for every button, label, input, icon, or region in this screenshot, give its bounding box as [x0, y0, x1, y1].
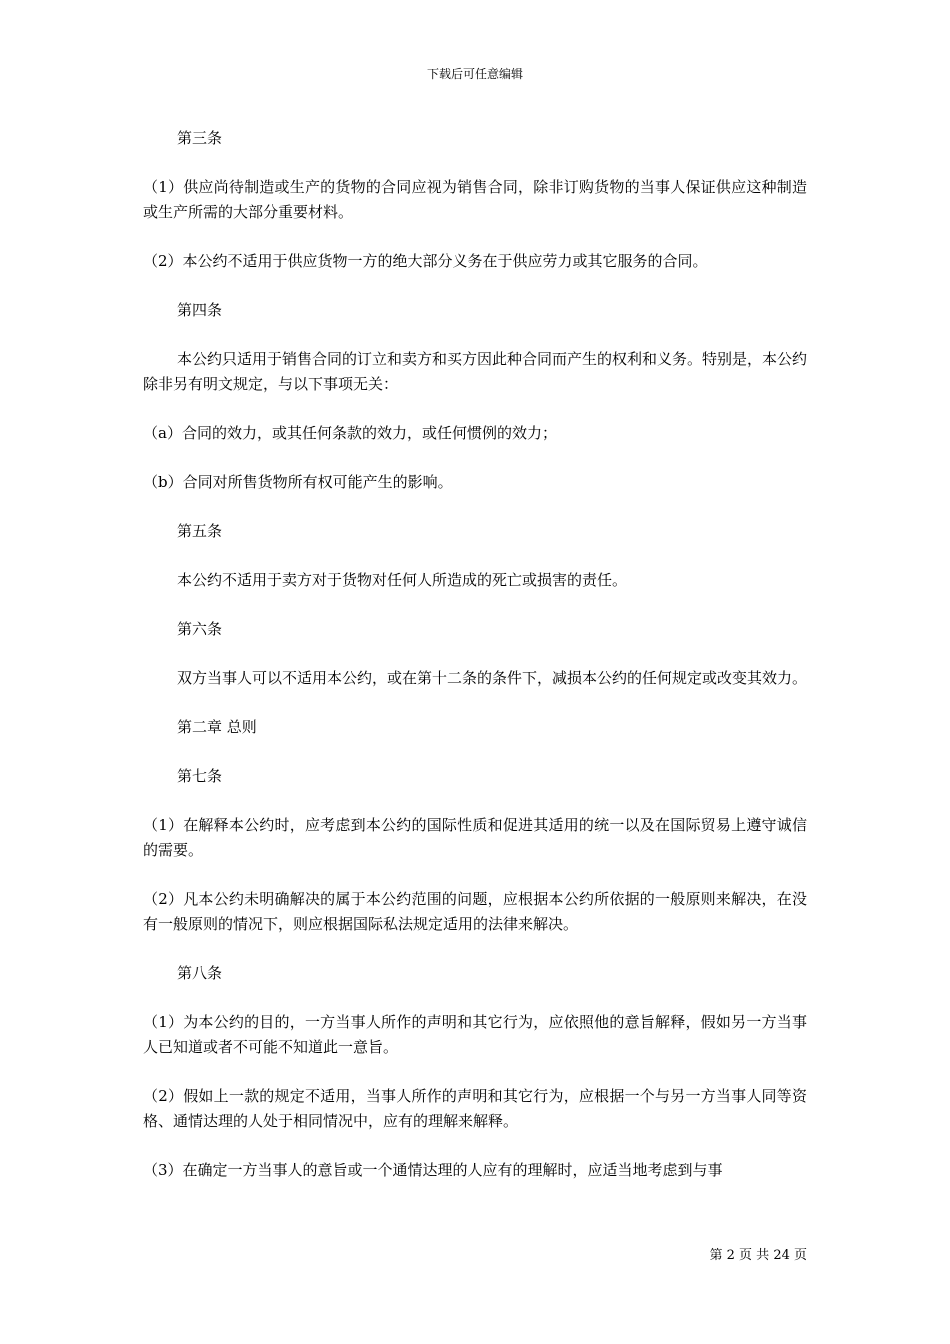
- clause-paragraph: （2）凡本公约未明确解决的属于本公约范围的问题，应根据本公约所依据的一般原则来解决，在没有一般原则的情况下，则应根据国际私法规定适用的法律来解决。: [143, 890, 807, 933]
- body-paragraph: 本公约不适用于卖方对于货物对任何人所造成的死亡或损害的责任。: [177, 571, 628, 589]
- chapter-heading: 第二章 总则: [177, 718, 257, 736]
- clause-paragraph: （b）合同对所售货物所有权可能产生的影响。: [143, 473, 453, 491]
- body-paragraph: 本公约只适用于销售合同的订立和卖方和买方因此种合同而产生的权利和义务。特别是，本公约除非另有明文规定，与以下事项无关：: [143, 350, 808, 393]
- clause-paragraph: （1）供应尚待制造或生产的货物的合同应视为销售合同，除非订购货物的当事人保证供应这种制造或生产所需的大部分重要材料。: [143, 178, 807, 221]
- clause-paragraph: （1）为本公约的目的，一方当事人所作的声明和其它行为，应依照他的意旨解释，假如另一方当事人已知道或者不可能不知道此一意旨。: [143, 1013, 807, 1056]
- clause-paragraph: （2）本公约不适用于供应货物一方的绝大部分义务在于供应劳力或其它服务的合同。: [143, 252, 708, 270]
- clause-paragraph: （2）假如上一款的规定不适用，当事人所作的声明和其它行为，应根据一个与另一方当事人同等资格、通情达理的人处于相同情况中，应有的理解来解释。: [143, 1087, 807, 1130]
- clause-paragraph: （1）在解释本公约时，应考虑到本公约的国际性质和促进其适用的统一以及在国际贸易上遵守诚信的需要。: [143, 816, 807, 859]
- article-heading: 第七条: [177, 767, 223, 785]
- clause-paragraph: （a）合同的效力，或其任何条款的效力，或任何惯例的效力；: [143, 424, 557, 442]
- article-heading: 第五条: [177, 522, 223, 540]
- page-header: 下载后可任意编辑: [426, 67, 523, 81]
- article-heading: 第八条: [177, 964, 223, 982]
- document-body: [143, 126, 807, 1207]
- article-heading: 第四条: [177, 301, 223, 319]
- page-number: 第 2 页 共 24 页: [709, 1248, 807, 1263]
- clause-paragraph: （3）在确定一方当事人的意旨或一个通情达理的人应有的理解时，应适当地考虑到与事: [143, 1161, 723, 1179]
- body-paragraph: 双方当事人可以不适用本公约，或在第十二条的条件下，减损本公约的任何规定或改变其效力。: [177, 669, 808, 687]
- article-heading: 第六条: [177, 620, 223, 638]
- article-heading: 第三条: [177, 129, 223, 147]
